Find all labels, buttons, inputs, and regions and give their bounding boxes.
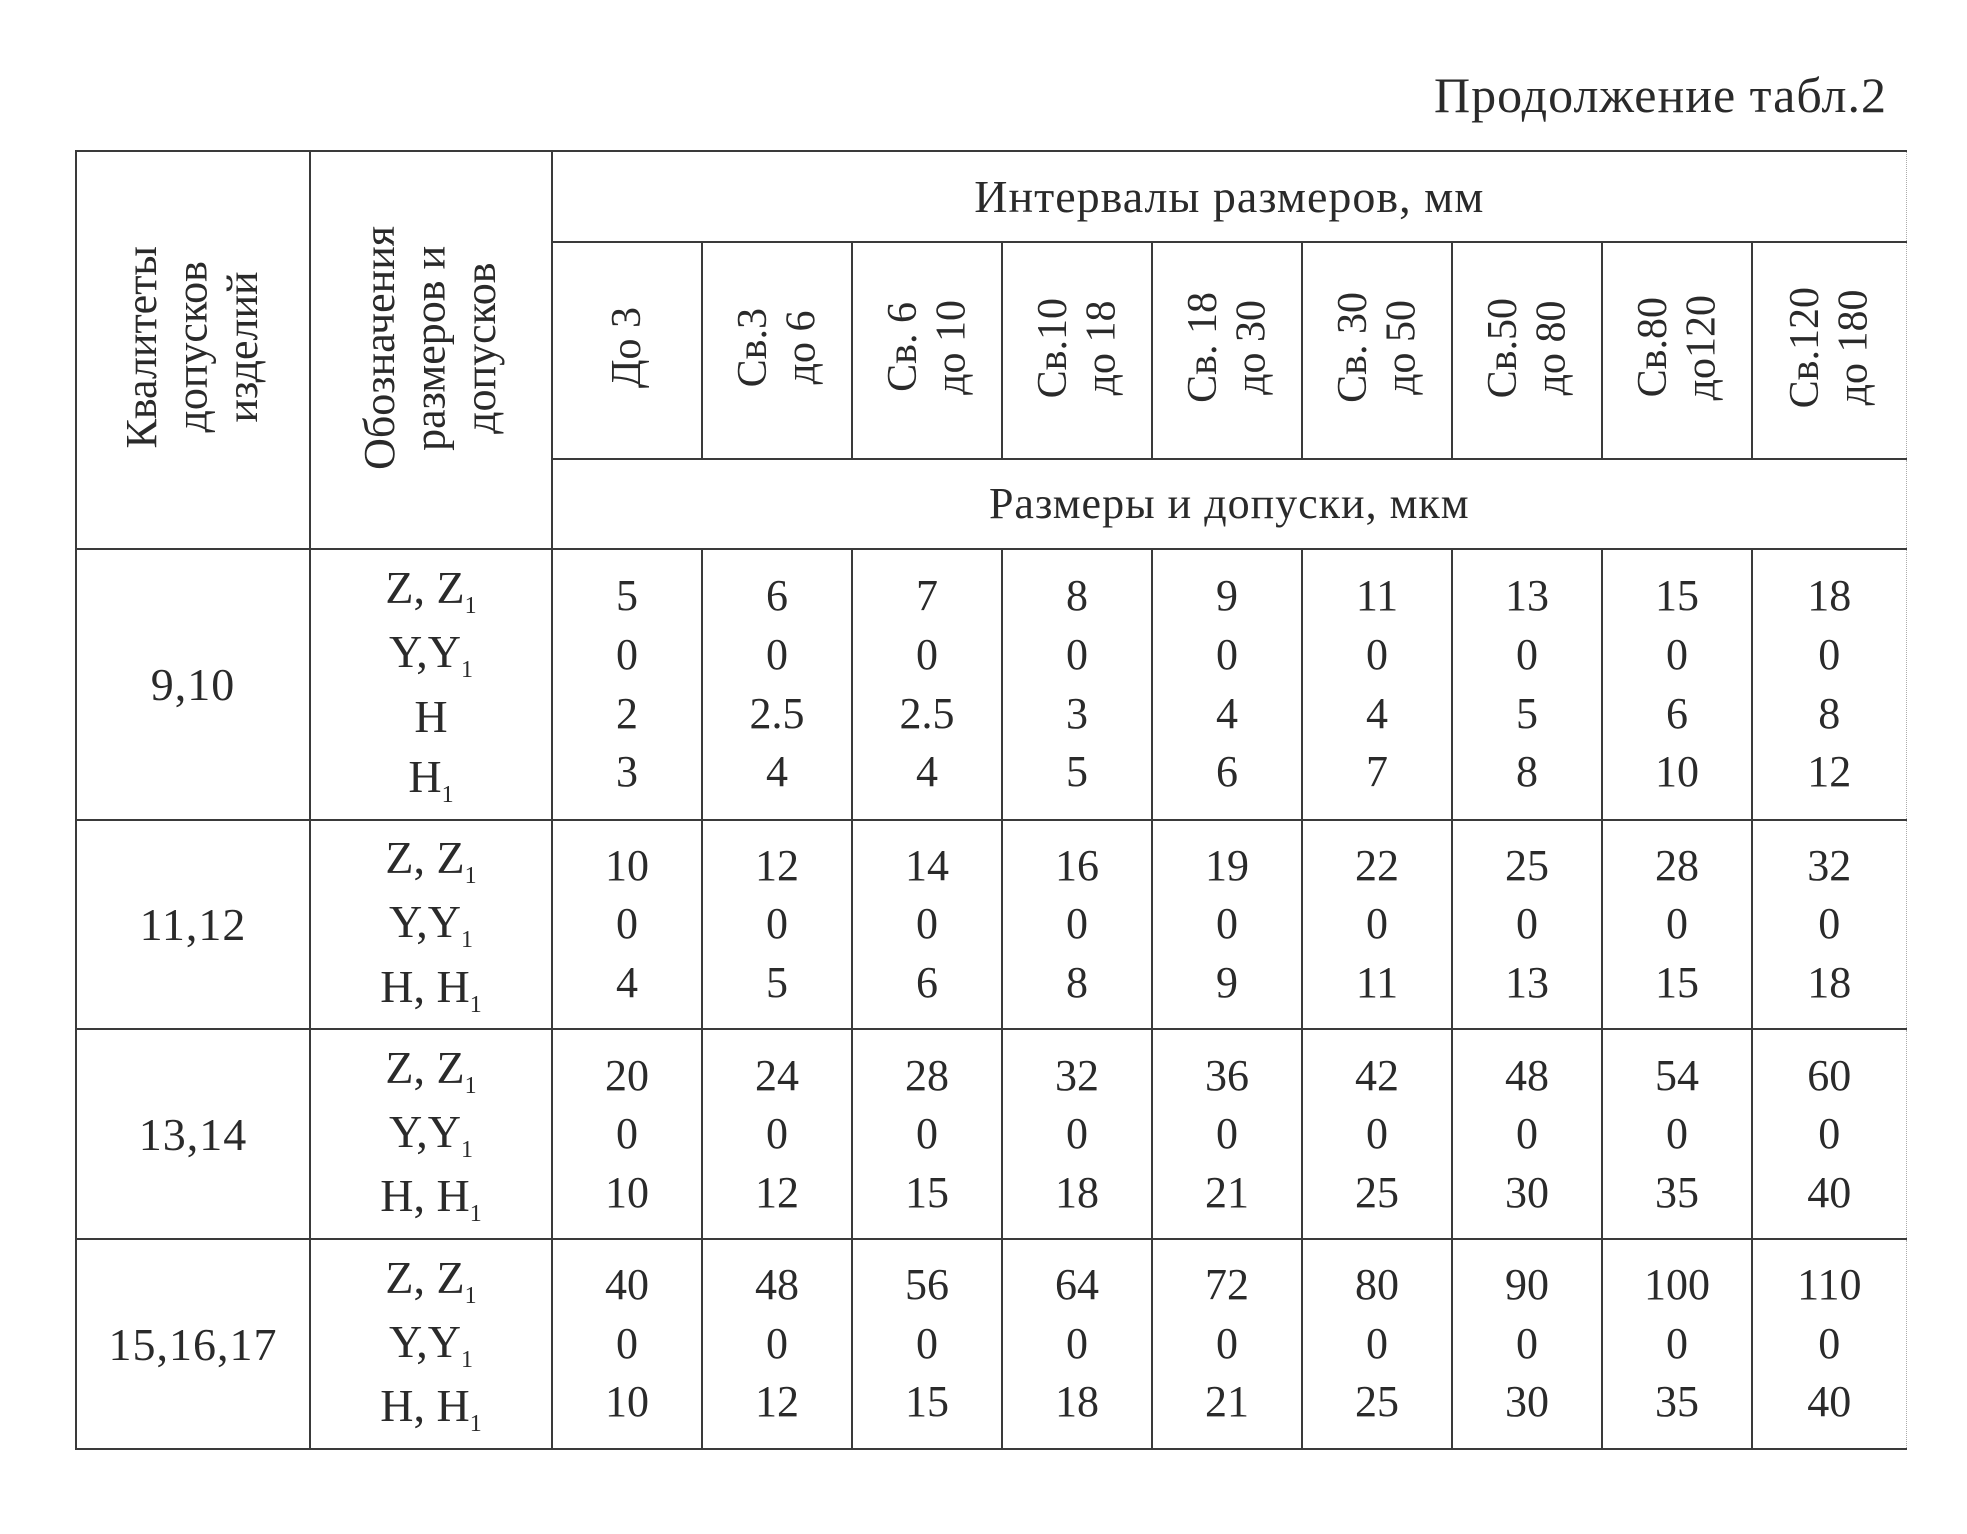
value-cell (1152, 549, 1302, 819)
value: 100 (1644, 1260, 1710, 1310)
header-units: Размеры и допуски, мкм (552, 459, 1906, 550)
value: 0 (1818, 899, 1841, 949)
value: 24 (755, 1050, 799, 1100)
value: 8 (1516, 747, 1538, 797)
value: 64 (1055, 1260, 1099, 1310)
value: 0 (1066, 1109, 1088, 1159)
value-cell (1452, 820, 1602, 1030)
value: 35 (1655, 1167, 1699, 1217)
value: 35 (1655, 1377, 1699, 1427)
value: 30 (1505, 1167, 1549, 1217)
symbol-line: H, $H_1$ (380, 1170, 482, 1228)
table-row (76, 820, 1906, 1030)
value-cell (1602, 1239, 1752, 1449)
value: 0 (1366, 1109, 1388, 1159)
value-cell (552, 1029, 702, 1239)
interval-header: Св. 6 до 10 (852, 242, 1002, 459)
value: 5 (1066, 747, 1088, 797)
tolerance-table (75, 150, 1907, 1450)
value: 2 (616, 688, 638, 738)
value: 60 (1807, 1050, 1852, 1100)
value: 11 (1355, 957, 1399, 1007)
value: 48 (1505, 1050, 1549, 1100)
value-cell (1152, 820, 1302, 1030)
value: 15 (1655, 571, 1699, 621)
value: 0 (1366, 899, 1388, 949)
value: 4 (766, 747, 788, 797)
interval-header: Св. 30 до 50 (1302, 242, 1452, 459)
value: 21 (1205, 1377, 1249, 1427)
value: 7 (1366, 747, 1388, 797)
value: 11 (1355, 571, 1399, 621)
value: 2.5 (899, 688, 955, 738)
symbols-cell (310, 1029, 552, 1239)
value: 6 (916, 957, 938, 1007)
value: 0 (1818, 1318, 1841, 1368)
value-cell (1002, 549, 1152, 819)
value: 6 (766, 571, 788, 621)
value: 14 (905, 840, 949, 890)
value-cell (1452, 1029, 1602, 1239)
value-cell (852, 549, 1002, 819)
value: 0 (1066, 630, 1088, 679)
value: 0 (616, 1318, 638, 1368)
value: 0 (1216, 1109, 1238, 1159)
value: 0 (1516, 1318, 1538, 1368)
symbols-cell (310, 549, 552, 819)
value-cell (1302, 1029, 1452, 1239)
symbol-line: Z, $Z_1$ (385, 562, 477, 620)
value: 8 (1066, 957, 1088, 1007)
value: 21 (1205, 1167, 1249, 1217)
value: 4 (916, 747, 938, 797)
table-caption: Продолжение табл.2 (1434, 67, 1887, 123)
header-intervals: Интервалы размеров, мм (552, 151, 1906, 242)
value-cell (1002, 820, 1152, 1030)
value: 0 (1216, 630, 1238, 679)
value: 72 (1205, 1260, 1249, 1310)
value: 28 (1655, 840, 1699, 890)
value-cell (552, 820, 702, 1030)
symbol-line: H, $H_1$ (380, 1380, 482, 1438)
value: 12 (755, 1167, 799, 1217)
value: 0 (1666, 899, 1688, 949)
header-grades: Квалитеты допусков изделий (76, 151, 310, 549)
value: 9 (1216, 571, 1238, 621)
value: 20 (605, 1050, 649, 1100)
value-cell (1752, 820, 1906, 1030)
value: 4 (1366, 688, 1388, 738)
value-cell (1452, 1239, 1602, 1449)
value-cell (1752, 1029, 1906, 1239)
value: 15 (905, 1167, 949, 1217)
value: 19 (1205, 840, 1249, 890)
symbol-line: Z, $Z_1$ (385, 831, 477, 890)
value: 0 (1216, 1318, 1238, 1368)
value: 10 (605, 840, 649, 890)
value: 4 (1216, 688, 1238, 738)
value-cell (852, 1029, 1002, 1239)
value-cell (1452, 549, 1602, 819)
value: 7 (916, 571, 938, 621)
value: 28 (905, 1050, 949, 1100)
value: 40 (605, 1260, 649, 1310)
value: 0 (1066, 899, 1088, 949)
value: 0 (1366, 630, 1388, 679)
value: 25 (1355, 1167, 1399, 1217)
value: 13 (1505, 957, 1549, 1007)
grade-cell: 11,12 (76, 820, 310, 1030)
symbol-line: $Y,Y_1$ (388, 1106, 473, 1164)
value: 25 (1505, 840, 1549, 890)
value: 16 (1055, 840, 1099, 890)
value: 0 (766, 1109, 788, 1159)
value: 25 (1355, 1377, 1399, 1427)
symbol-line: H (414, 690, 448, 742)
value-cell (1602, 549, 1752, 819)
value-cell (702, 549, 852, 819)
value: 8 (1066, 571, 1088, 621)
symbols-cell (310, 1239, 552, 1449)
value-cell (702, 1029, 852, 1239)
value-cell (702, 820, 852, 1030)
value: 0 (1516, 1109, 1538, 1159)
value: 0 (916, 1109, 938, 1159)
value-cell (702, 1239, 852, 1449)
interval-header: Св. 18 до 30 (1152, 242, 1302, 459)
value: 0 (766, 1318, 788, 1368)
value-cell (1752, 549, 1906, 819)
value: 32 (1807, 840, 1852, 890)
value-cell (852, 1239, 1002, 1449)
interval-header: Св.10 до 18 (1002, 242, 1152, 459)
value: 0 (1818, 1109, 1841, 1159)
value: 18 (1807, 957, 1852, 1007)
value-cell (1602, 1029, 1752, 1239)
value: 0 (1666, 1318, 1688, 1368)
value-cell (1752, 1239, 1906, 1449)
value: 32 (1055, 1050, 1099, 1100)
table-row (76, 549, 1906, 819)
value: 6 (1216, 747, 1238, 797)
value: 12 (755, 840, 799, 890)
value: 0 (766, 899, 788, 949)
value: 6 (1666, 688, 1688, 738)
value: 0 (1216, 899, 1238, 949)
value-cell (1602, 820, 1752, 1030)
value-cell (1302, 549, 1452, 819)
value: 0 (1818, 630, 1841, 679)
symbol-line: H, $H_1$ (380, 960, 482, 1018)
value-cell (1152, 1029, 1302, 1239)
symbol-line: $H_1$ (408, 750, 454, 808)
value: 0 (916, 899, 938, 949)
value: 12 (1807, 747, 1852, 797)
value-cell (1002, 1239, 1152, 1449)
value: 48 (755, 1260, 799, 1310)
interval-header: Св.80 до120 (1602, 242, 1752, 459)
value: 18 (1807, 571, 1852, 621)
value: 40 (1807, 1377, 1852, 1427)
value: 5 (616, 571, 638, 621)
value: 2.5 (749, 688, 805, 738)
value: 10 (605, 1377, 649, 1427)
value-cell (1302, 1239, 1452, 1449)
value: 110 (1797, 1260, 1862, 1310)
value: 80 (1355, 1260, 1399, 1310)
value: 22 (1355, 840, 1399, 890)
interval-header: Св.50 до 80 (1452, 242, 1602, 459)
value: 0 (1666, 630, 1688, 679)
value: 36 (1205, 1050, 1249, 1100)
value: 54 (1655, 1050, 1699, 1100)
symbol-line: $Y,Y_1$ (388, 1315, 473, 1374)
value-cell (552, 549, 702, 819)
value: 3 (1066, 688, 1088, 738)
header-symbols: Обозначения размеров и допусков (310, 151, 552, 549)
symbol-line: Z, $Z_1$ (385, 1041, 477, 1099)
value: 0 (1066, 1318, 1088, 1368)
value: 0 (1366, 1318, 1388, 1368)
table-row (76, 1239, 1906, 1449)
value: 8 (1818, 688, 1841, 738)
value: 4 (616, 957, 638, 1007)
value: 15 (905, 1377, 949, 1427)
grade-cell: 9,10 (76, 549, 310, 819)
interval-header: Св.120 до 180 (1752, 242, 1906, 459)
symbol-line: $Y,Y_1$ (388, 896, 473, 954)
symbols-cell (310, 820, 552, 1030)
value: 56 (905, 1260, 949, 1310)
value: 5 (766, 957, 788, 1007)
value: 18 (1055, 1377, 1099, 1427)
value: 30 (1505, 1377, 1549, 1427)
value: 15 (1655, 957, 1699, 1007)
interval-header: Св.3 до 6 (702, 242, 852, 459)
value: 9 (1216, 957, 1238, 1007)
value: 5 (1516, 688, 1538, 738)
value: 10 (1655, 747, 1699, 797)
value: 0 (1516, 630, 1538, 679)
value: 0 (1516, 899, 1538, 949)
value: 12 (755, 1377, 799, 1427)
value: 0 (616, 899, 638, 949)
value: 42 (1355, 1050, 1399, 1100)
value: 3 (616, 747, 638, 797)
value: 0 (1666, 1109, 1688, 1159)
value: 0 (616, 1109, 638, 1159)
value-cell (552, 1239, 702, 1449)
value: 0 (916, 1318, 938, 1368)
value-cell (1152, 1239, 1302, 1449)
table-row (76, 1029, 1906, 1239)
value: 90 (1505, 1260, 1549, 1310)
value: 0 (616, 630, 638, 679)
grade-cell: 15,16,17 (76, 1239, 310, 1449)
value: 18 (1055, 1167, 1099, 1217)
value: 0 (766, 630, 788, 679)
symbol-line: $Y,Y_1$ (388, 626, 473, 684)
value-cell (1302, 820, 1452, 1030)
value: 0 (916, 630, 938, 679)
value: 40 (1807, 1167, 1852, 1217)
value-cell (1002, 1029, 1152, 1239)
value: 13 (1505, 571, 1549, 621)
value: 10 (605, 1167, 649, 1217)
value-cell (852, 820, 1002, 1030)
interval-header: До 3 (552, 242, 702, 459)
grade-cell: 13,14 (76, 1029, 310, 1239)
symbol-line: Z, $Z_1$ (385, 1251, 477, 1309)
